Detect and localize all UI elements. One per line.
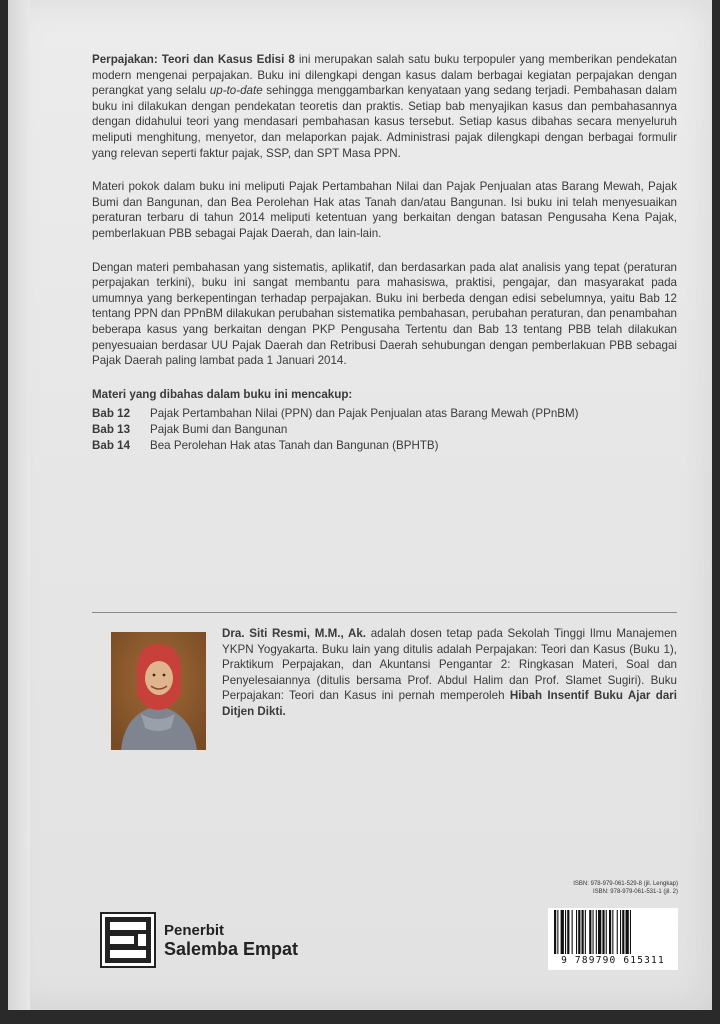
- description-paragraph-1-run: up-to-date: [209, 84, 263, 98]
- description-paragraph-1: [92, 52, 677, 161]
- barcode-bar: [589, 910, 591, 954]
- publisher-logo-icon: [100, 912, 156, 968]
- barcode-bar: [602, 910, 604, 954]
- barcode-bar: [626, 910, 629, 954]
- barcode-bar: [585, 910, 586, 954]
- author-bio: [222, 626, 677, 720]
- isbn-info: [548, 880, 678, 896]
- barcode-bar: [596, 910, 597, 954]
- chapter-title: Bea Perolehan Hak atas Tanah dan Bangunan (BPHTB): [150, 439, 439, 453]
- chapter-item: [92, 406, 677, 422]
- publisher-name: [164, 922, 298, 959]
- author-portrait-illustration: [111, 632, 206, 750]
- barcode-bar: [567, 910, 569, 954]
- barcode-bar: [554, 910, 556, 954]
- barcode-bars-icon: [548, 908, 678, 956]
- author-bio-run: Dra. Siti Resmi, M.M., Ak.: [222, 627, 367, 640]
- barcode-bar: [561, 910, 564, 954]
- description-paragraph-1-run: ini merupakan salah satu buku terpopuler yang memberikan pendekatan modern mengenai perpajakan. Buku ini dilengkapi dengan kasus dalam berbagai kegiatan perpajakan dengan perangkat yang selalu: [92, 53, 677, 98]
- barcode-bar: [620, 910, 621, 954]
- barcode-bar: [598, 910, 601, 954]
- author-bio-run: adalah dosen tetap pada Sekolah Tinggi Ilmu Manajemen YKPN Yogyakarta. Buku lain yang ditulis adalah Perpajakan: Teori dan Kasus (Buku 1), Praktikum Perpajakan, dan Akuntansi Pengantar 2: Ringkasan Materi, Soal dan Penyelesaiannya (ditulis bersama Prof. Abdul Halim dan Prof. Slamet Sugiri). Buku Perpajakan: Teori dan Kasus ini pernah memperoleh: [222, 627, 677, 703]
- description-paragraph-2: Materi pokok dalam buku ini meliputi Pajak Pertambahan Nilai dan Pajak Penjualan atas Barang Mewah, Pajak Bumi dan Bangunan, dan Bea Perolehan Hak atas Tanah dan/atau Bangunan. Isi buku ini telah menyesuaikan peraturan terbaru di tahun 2014 meliputi ketentuan yang berkaitan dengan batasan Pengusaha Kena Pajak, pemberlakuan PBB sebagai Pajak Daerah, dan lain-lain.: [92, 180, 677, 240]
- barcode-bar: [617, 910, 618, 954]
- chapter-title: Pajak Pertambahan Nilai (PPN) dan Pajak Penjualan atas Barang Mewah (PPnBM): [150, 407, 579, 421]
- publisher-brand: Salemba Empat: [164, 938, 299, 959]
- chapter-title: Pajak Bumi dan Bangunan: [150, 423, 288, 437]
- barcode-bar: [578, 910, 580, 954]
- barcode-bar: [593, 910, 594, 954]
- chapter-item: [92, 422, 677, 438]
- barcode-bar: [582, 910, 584, 954]
- description-paragraph-3: Dengan materi pembahasan yang sistematis, aplikatif, dan berdasarkan pada alat analisis yang tepat (peraturan perpajakan terkini), buku ini sangat membantu para mahasiswa, praktisi, pengajar, dan masyarakat pada umumnya yang berkepentingan terhadap perpajakan. Buku ini berbeda dengan edisi sebelumnya, yaitu Bab 12 tentang PPN dan PPnBM dilakukan perubahan sistematika pembahasan, perubahan peraturan, dan penambahan beberapa kasus yang berkaitan dengan PKP Pengusaha Tertentu dan Bab 13 tentang PBB telah dilakukan penyesuaian berdasar UU Pajak Daerah dan Retribusi Daerah sehubungan dengan pemberlakuan PBB sebagai Pajak Daerah paling lambat pada 1 Januari 2014.: [92, 260, 677, 368]
- section-divider: [92, 612, 677, 613]
- isbn-line-1: ISBN: 978-979-061-529-8 (jil. Lengkap): [573, 881, 678, 887]
- barcode-digits: 9 789790 615311: [548, 955, 678, 966]
- chapter-number: Bab 14: [92, 439, 131, 453]
- chapter-item: [92, 438, 677, 454]
- chapter-number: Bab 12: [92, 407, 131, 421]
- description-paragraph-1-run: Perpajakan: Teori dan Kasus Edisi 8: [92, 53, 295, 66]
- barcode-bar: [557, 910, 558, 954]
- chapter-number: Bab 13: [92, 423, 131, 437]
- cover-spine-edge: [8, 0, 30, 1010]
- barcode-bar: [630, 910, 631, 954]
- description-section: [92, 52, 677, 454]
- barcode-bar: [565, 910, 566, 954]
- author-bio-run: Hibah Insentif Buku Ajar dari Ditjen Dikti.: [222, 689, 678, 718]
- topics-heading: Materi yang dibahas dalam buku ini mencakup:: [92, 387, 353, 401]
- barcode-bar: [609, 910, 611, 954]
- description-paragraph-1-run: sehingga menggambarkan kenyataan yang sedang terjadi. Pembahasan dalam buku ini dilakukan dengan pendekatan teoretis dan praktis. Setiap bab menyajikan kasus dan pembahasannya dengan didahului teori yang mendasari pembahasan kasus tersebut. Setiap kasus dibahas secara menyeluruh meliputi menghitung, menyetor, dan melaporkan pajak. Administrasi pajak dilengkapi dengan berbagai formulir yang relevan seperti faktur pajak, SSP, dan SPT Masa PPN.: [92, 84, 677, 160]
- publisher-label: Penerbit: [164, 921, 225, 939]
- isbn-line-2: ISBN: 978-979-061-531-1 (jil. 2): [592, 889, 678, 895]
- barcode-bar: [622, 910, 624, 954]
- author-photo: [111, 632, 206, 750]
- barcode-bar: [606, 910, 607, 954]
- barcode-bar: [572, 910, 573, 954]
- chapter-list: [92, 406, 677, 454]
- barcode-bar: [612, 910, 613, 954]
- barcode-bar: [576, 910, 577, 954]
- publisher-block: [100, 912, 298, 968]
